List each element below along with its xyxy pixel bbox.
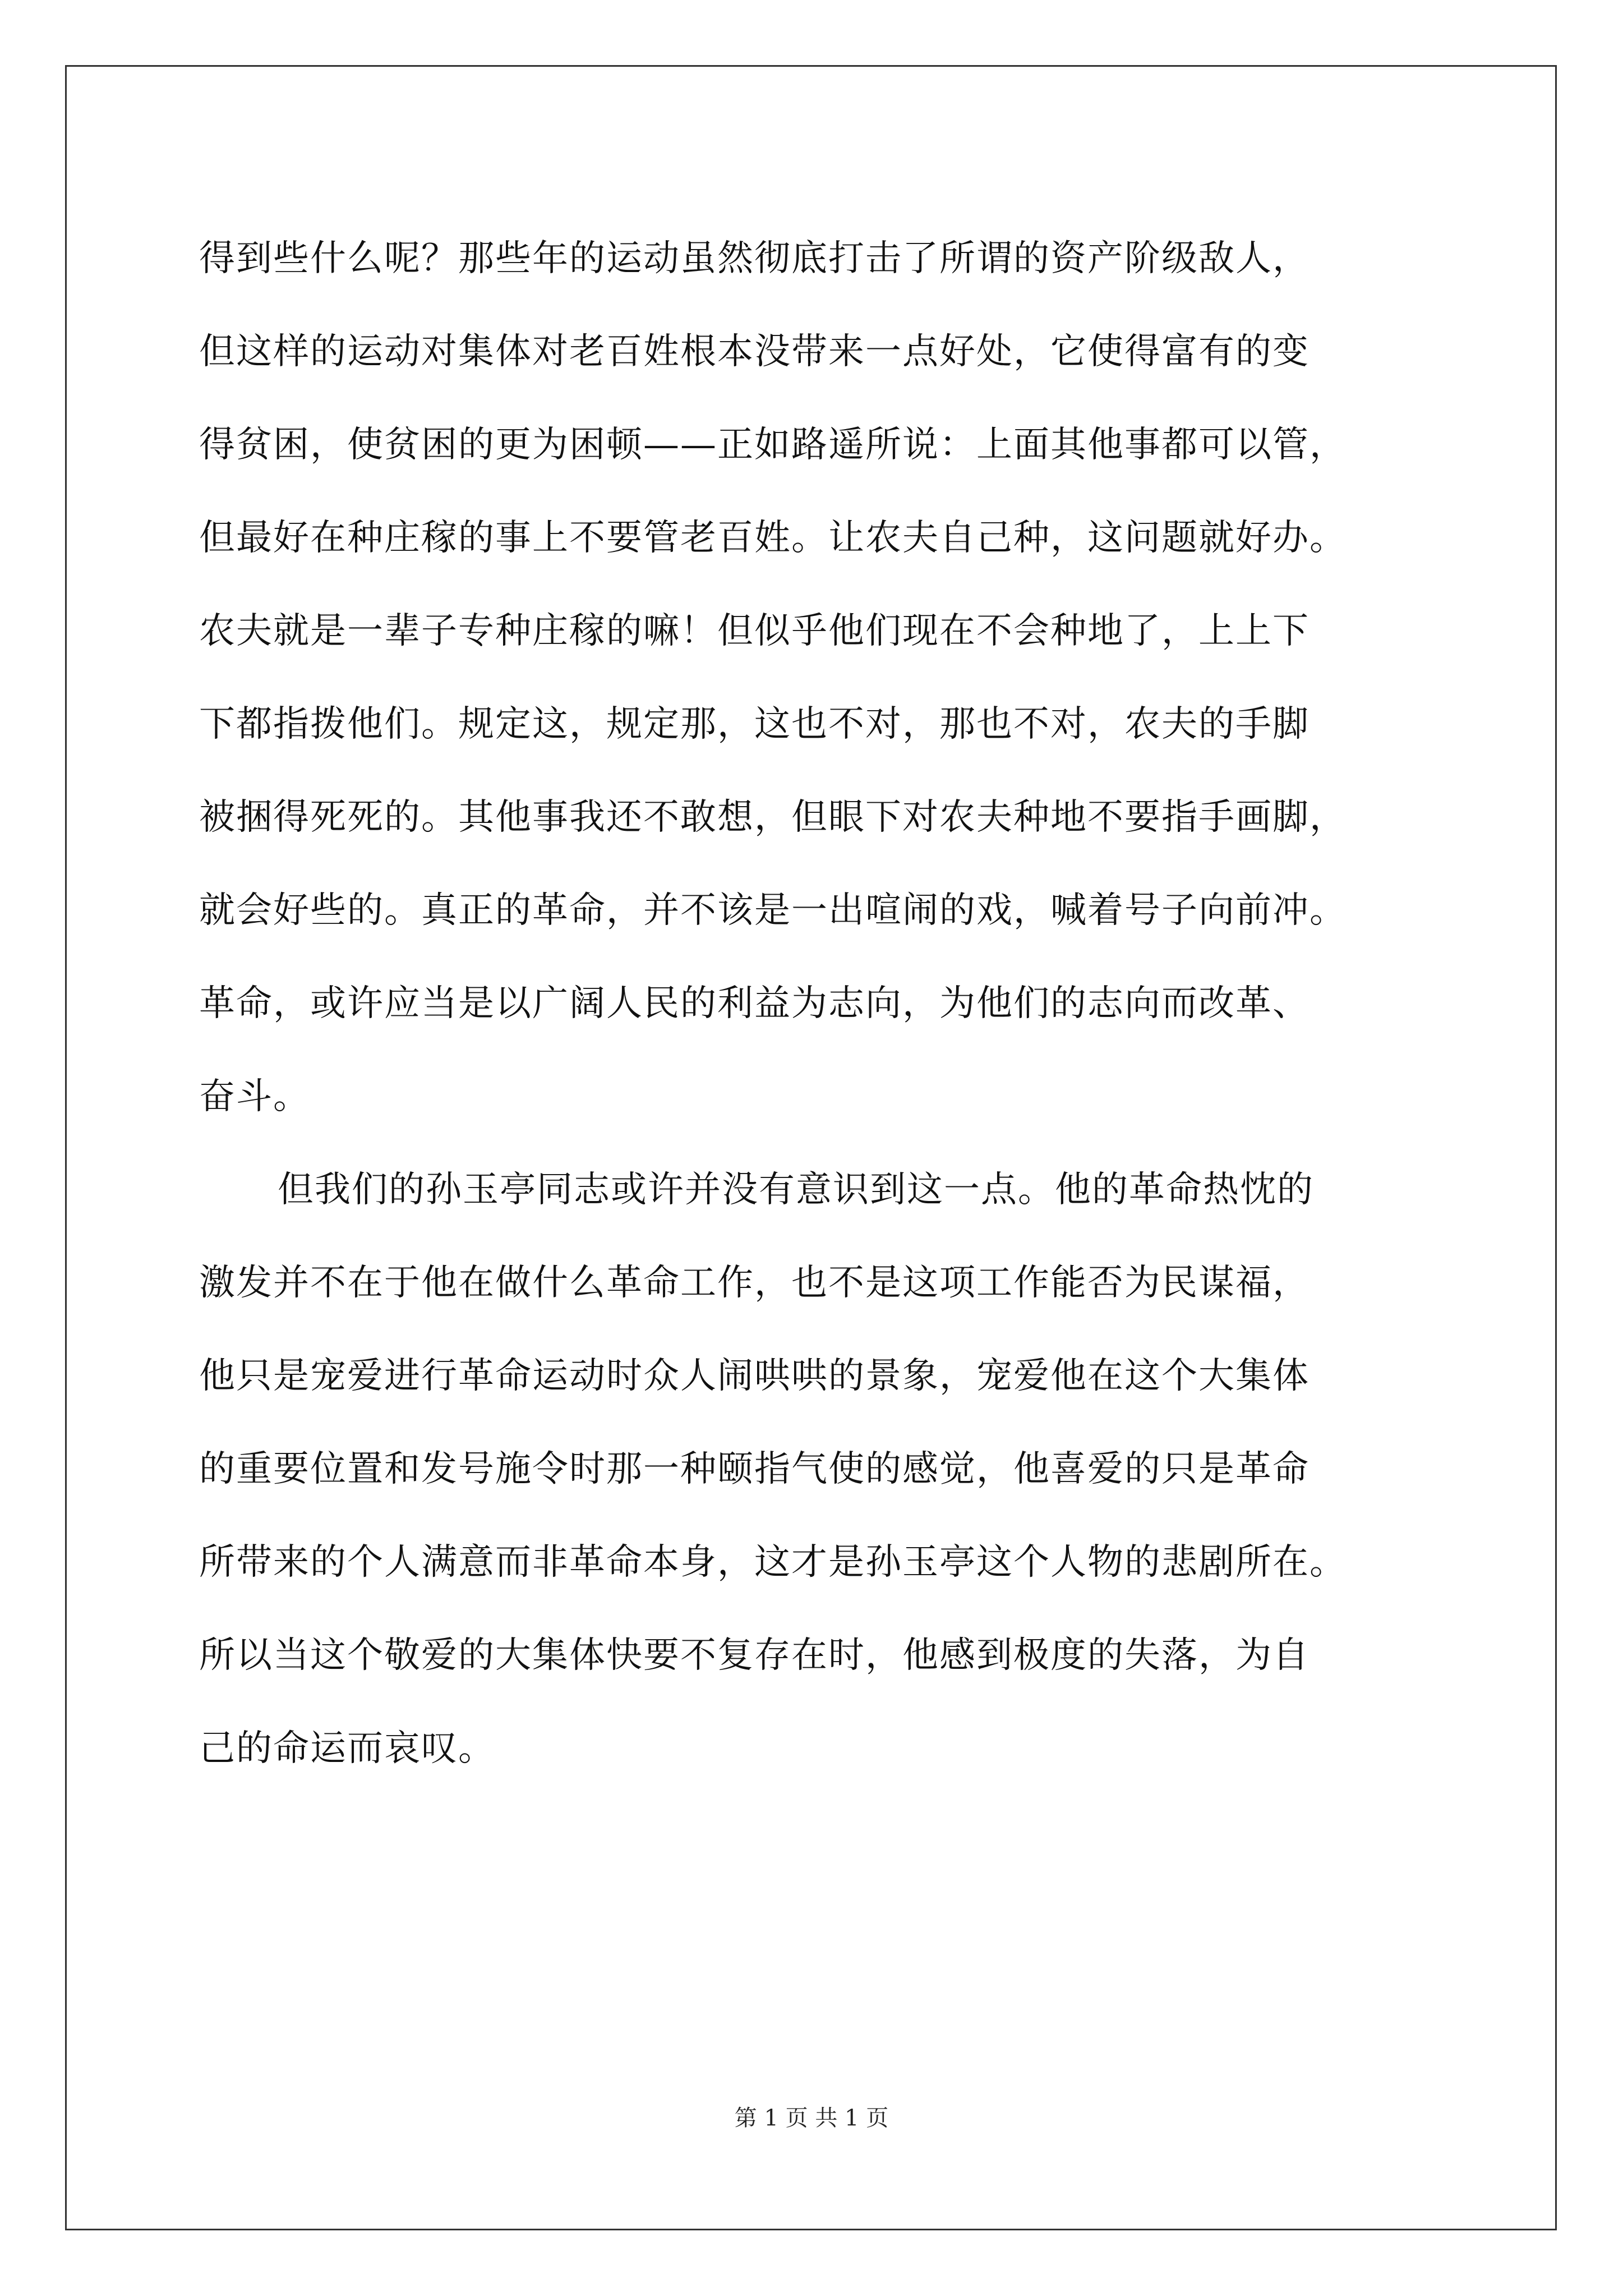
document-body [199, 212, 1422, 1795]
text-line: 得贫困，使贫困的更为困顿——正如路遥所说：上面其他事都可以管， [199, 424, 1347, 466]
text-line: 就会好些的。真正的革命，并不该是一出喧闹的戏，喊着号子向前冲。 [199, 890, 1347, 931]
text-line: 己的命运而哀叹。 [199, 1728, 495, 1769]
text-line: 的重要位置和发号施令时那一种颐指气使的感觉，他喜爱的只是革命 [199, 1448, 1310, 1490]
text-line: 农夫就是一辈子专种庄稼的嘛！但似乎他们现在不会种地了，上上下 [199, 610, 1310, 652]
text-line: 所以当这个敬爱的大集体快要不复存在时，他感到极度的失落，为自 [199, 1635, 1310, 1676]
text-line: 激发并不在于他在做什么革命工作，也不是这项工作能否为民谋福， [199, 1262, 1310, 1304]
text-line: 革命，或许应当是以广阔人民的利益为志向，为他们的志向而改革、 [199, 983, 1310, 1024]
page-number-footer: 第 1 页 共 1 页 [734, 2105, 889, 2131]
paragraph-start-line: 但我们的孙玉亭同志或许并没有意识到这一点。他的革命热忱的 [278, 1169, 1314, 1211]
text-line: 得到些什么呢？那些年的运动虽然彻底打击了所谓的资产阶级敌人， [199, 238, 1310, 279]
text-line: 但这样的运动对集体对老百姓根本没带来一点好处，它使得富有的变 [199, 331, 1310, 372]
text-line: 下都指拨他们。规定这，规定那，这也不对，那也不对，农夫的手脚 [199, 703, 1310, 745]
text-line: 奋斗。 [199, 1076, 310, 1117]
text-line: 他只是宠爱进行革命运动时众人闹哄哄的景象，宠爱他在这个大集体 [199, 1355, 1310, 1397]
text-line: 所带来的个人满意而非革命本身，这才是孙玉亭这个人物的悲剧所在。 [199, 1542, 1347, 1583]
text-line: 但最好在种庄稼的事上不要管老百姓。让农夫自己种，这问题就好办。 [199, 517, 1347, 559]
text-line: 被捆得死死的。其他事我还不敢想，但眼下对农夫种地不要指手画脚， [199, 797, 1347, 838]
